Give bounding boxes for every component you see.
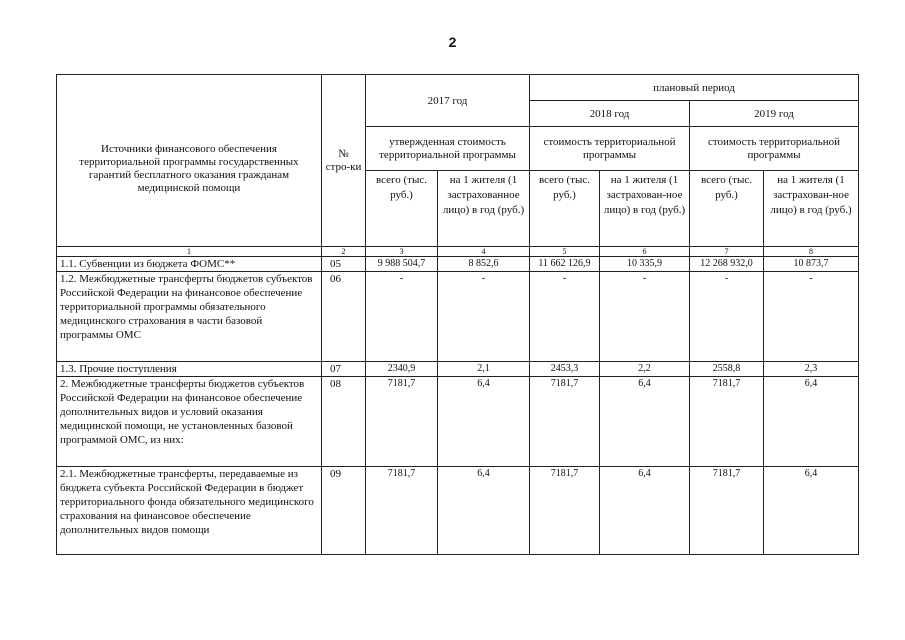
value-2017-per-capita: - <box>438 272 530 362</box>
value-2019-total: 12 268 932,0 <box>690 257 764 272</box>
value-2017-per-capita: 6,4 <box>438 377 530 467</box>
column-index: 5 <box>530 247 600 257</box>
value-2018-total: 11 662 126,9 <box>530 257 600 272</box>
column-index: 1 <box>57 247 322 257</box>
column-index: 3 <box>366 247 438 257</box>
column-index: 8 <box>764 247 859 257</box>
table-row <box>57 272 859 362</box>
value-2019-per-capita: 2,3 <box>764 362 859 377</box>
row-code: 08 <box>322 377 366 467</box>
row-code: 07 <box>322 362 366 377</box>
header-approved-cost: утвержденная стоимость территориальной программы <box>366 127 530 171</box>
header-source-column: Источники финансового обеспечения территориальной программы государственных гарантий бесплатного оказания гражданам медицинской помощи <box>57 75 322 247</box>
header-year-2017: 2017 год <box>366 75 530 127</box>
value-2018-total: 2453,3 <box>530 362 600 377</box>
row-name: 1.3. Прочие поступления <box>57 362 322 377</box>
column-index-row <box>57 247 859 257</box>
value-2018-per-capita: 6,4 <box>600 467 690 555</box>
header-year-2019: 2019 год <box>690 101 859 127</box>
column-index: 2 <box>322 247 366 257</box>
table-row <box>57 377 859 467</box>
value-2019-per-capita: 6,4 <box>764 467 859 555</box>
header-total-2018: всего (тыс. руб.) <box>530 171 600 247</box>
value-2017-total: 7181,7 <box>366 467 438 555</box>
header-cost-2019: стоимость территориальной программы <box>690 127 859 171</box>
value-2019-per-capita: 10 873,7 <box>764 257 859 272</box>
value-2017-total: 9 988 504,7 <box>366 257 438 272</box>
row-code: 05 <box>322 257 366 272</box>
value-2017-per-capita: 2,1 <box>438 362 530 377</box>
value-2017-total: - <box>366 272 438 362</box>
value-2018-per-capita: 6,4 <box>600 377 690 467</box>
table-row <box>57 467 859 555</box>
row-name: 1.1. Субвенции из бюджета ФОМС** <box>57 257 322 272</box>
column-index: 7 <box>690 247 764 257</box>
header-row-number-column: № стро-ки <box>322 75 366 247</box>
header-total-2017: всего (тыс. руб.) <box>366 171 438 247</box>
row-code: 09 <box>322 467 366 555</box>
value-2018-total: 7181,7 <box>530 377 600 467</box>
value-2019-total: 7181,7 <box>690 467 764 555</box>
value-2017-per-capita: 8 852,6 <box>438 257 530 272</box>
value-2017-per-capita: 6,4 <box>438 467 530 555</box>
header-per-capita-2018: на 1 жителя (1 застрахован-ное лицо) в год (руб.) <box>600 171 690 247</box>
header-per-capita-2019: на 1 жителя (1 застрахован-ное лицо) в год (руб.) <box>764 171 859 247</box>
value-2018-per-capita: 10 335,9 <box>600 257 690 272</box>
financing-sources-table <box>56 74 859 555</box>
table-row <box>57 362 859 377</box>
column-index: 6 <box>600 247 690 257</box>
value-2018-total: 7181,7 <box>530 467 600 555</box>
header-per-capita-2017: на 1 жителя (1 застрахованное лицо) в год (руб.) <box>438 171 530 247</box>
value-2018-total: - <box>530 272 600 362</box>
value-2019-per-capita: 6,4 <box>764 377 859 467</box>
value-2019-per-capita: - <box>764 272 859 362</box>
header-cost-2018: стоимость территориальной программы <box>530 127 690 171</box>
header-year-2018: 2018 год <box>530 101 690 127</box>
value-2018-per-capita: 2,2 <box>600 362 690 377</box>
column-index: 4 <box>438 247 530 257</box>
page-number: 2 <box>448 34 457 50</box>
table-row <box>57 257 859 272</box>
value-2019-total: 7181,7 <box>690 377 764 467</box>
value-2018-per-capita: - <box>600 272 690 362</box>
value-2017-total: 7181,7 <box>366 377 438 467</box>
header-total-2019: всего (тыс. руб.) <box>690 171 764 247</box>
row-name: 2. Межбюджетные трансферты бюджетов субъектов Российской Федерации на финансовое обеспечение дополнительных видов и условий оказания медицинской помощи, не установленных базовой программой ОМС, из них: <box>57 377 322 467</box>
row-name: 2.1. Межбюджетные трансферты, передаваемые из бюджета субъекта Российской Федерации в бюджет территориального фонда обязательного медицинского страхования на финансовое обеспечение дополнительных видов помощи <box>57 467 322 555</box>
row-name: 1.2. Межбюджетные трансферты бюджетов субъектов Российской Федерации на финансовое обеспечение территориальной программы обязательного медицинского страхования в части базовой программы ОМС <box>57 272 322 362</box>
value-2017-total: 2340,9 <box>366 362 438 377</box>
row-code: 06 <box>322 272 366 362</box>
value-2019-total: 2558,8 <box>690 362 764 377</box>
header-plan-period: плановый период <box>530 75 859 101</box>
value-2019-total: - <box>690 272 764 362</box>
